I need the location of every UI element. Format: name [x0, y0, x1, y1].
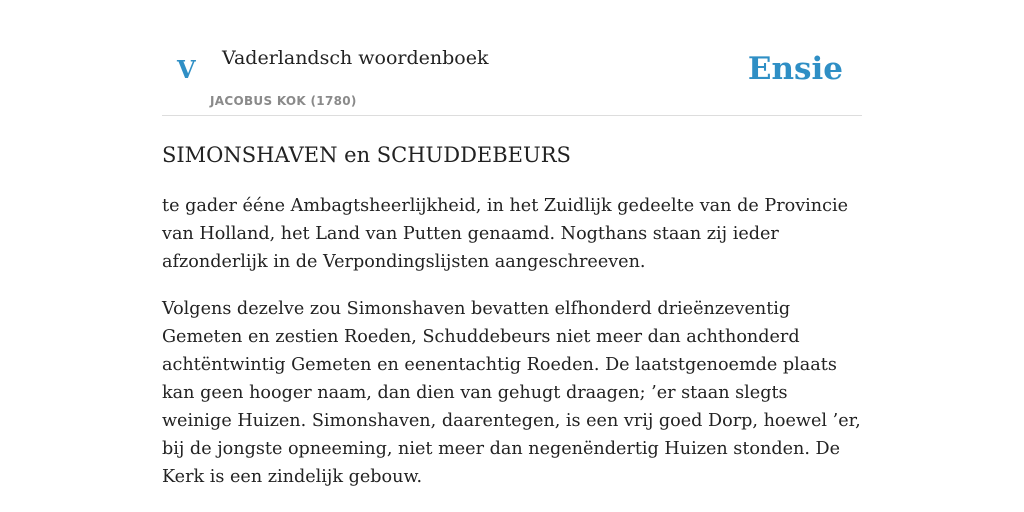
book-author: JACOBUS KOK (1780) [210, 94, 357, 108]
entry-title: SIMONSHAVEN en SCHUDDEBEURS [162, 143, 571, 167]
entry-paragraph-1: te gader ééne Ambagtsheerlijkheid, in het Zuidlijk gedeelte van de Provincie van Holland, het Land van Putten genaamd. Nogthans staan zij ieder afzonderlijk in de Verpondingslijsten aangeschreeven. [162, 196, 848, 272]
page [162, 0, 862, 487]
header [162, 0, 862, 116]
entry-body [162, 192, 862, 510]
entry-paragraph-2: Volgens dezelve zou Simonshaven bevatten elfhonderd drieënzeventig Gemeten en zestien Roeden, Schuddebeurs niet meer dan achthonderd achtëntwintig Gemeten en eenentachtig Roeden. De laatstgenoemde plaats kan geen hooger naam, dan dien van gehugt draagen; ’er staan slegts weinige Huizen. Simonshaven, daarentegen, is een vrij goed Dorp, hoewel ’er, bij de jongste opneeming, niet meer dan negenëndertig Huizen stonden. De Kerk is een zindelijk gebouw. [162, 299, 861, 487]
book-title-link[interactable]: Vaderlandsch woordenboek [222, 47, 489, 69]
letter-index-link[interactable]: V [177, 55, 196, 84]
ensie-logo-link[interactable]: Ensie [747, 51, 843, 87]
